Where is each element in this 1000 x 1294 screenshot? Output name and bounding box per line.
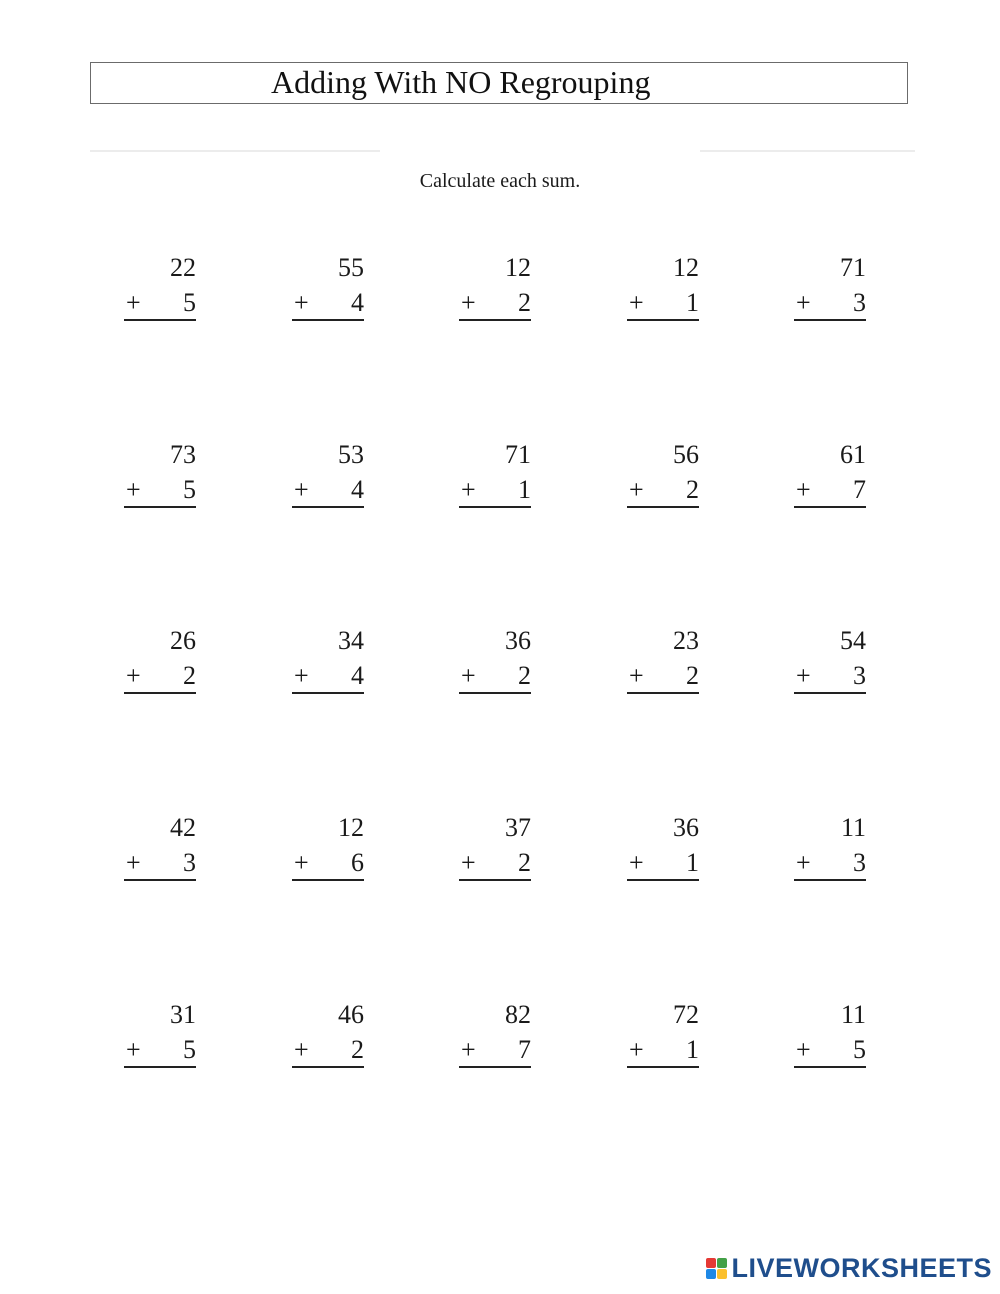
plus-sign: +	[796, 1035, 811, 1064]
plus-sign: +	[629, 661, 644, 690]
plus-sign: +	[126, 475, 141, 504]
answer-line	[459, 847, 531, 881]
answer-line	[124, 287, 196, 321]
answer-line	[292, 1034, 364, 1068]
logo-square-icon	[717, 1269, 727, 1279]
addend-number: 2	[686, 661, 699, 690]
addition-problem	[794, 440, 866, 510]
worksheet-title: Adding With NO Regrouping	[271, 64, 651, 100]
addition-problem	[292, 253, 364, 323]
plus-sign: +	[796, 475, 811, 504]
faded-name-line	[90, 150, 380, 152]
plus-sign: +	[294, 288, 309, 317]
addend-number: 5	[183, 288, 196, 317]
top-number: 72	[673, 1000, 699, 1029]
addend-number: 4	[351, 661, 364, 690]
logo-square-icon	[706, 1258, 716, 1268]
addition-problem	[124, 440, 196, 510]
logo-square-icon	[706, 1269, 716, 1279]
answer-line	[459, 1034, 531, 1068]
addend-number: 6	[351, 848, 364, 877]
answer-line	[124, 660, 196, 694]
faded-date-line	[700, 150, 915, 152]
addition-problem	[627, 813, 699, 883]
plus-sign: +	[294, 1035, 309, 1064]
addend-number: 2	[686, 475, 699, 504]
addend-number: 3	[853, 848, 866, 877]
plus-sign: +	[294, 848, 309, 877]
addition-problem	[627, 626, 699, 696]
top-number: 12	[673, 253, 699, 282]
addition-problem	[794, 813, 866, 883]
answer-line	[794, 287, 866, 321]
addend-number: 2	[518, 288, 531, 317]
answer-line	[292, 474, 364, 508]
addition-problem	[627, 1000, 699, 1070]
addend-number: 2	[183, 661, 196, 690]
answer-line	[124, 1034, 196, 1068]
plus-sign: +	[796, 848, 811, 877]
addend-number: 2	[518, 848, 531, 877]
top-number: 56	[673, 440, 699, 469]
top-number: 31	[170, 1000, 196, 1029]
addend-number: 2	[518, 661, 531, 690]
top-number: 12	[338, 813, 364, 842]
answer-line	[794, 474, 866, 508]
top-number: 11	[840, 813, 866, 842]
plus-sign: +	[796, 661, 811, 690]
top-number: 73	[170, 440, 196, 469]
addition-problem	[124, 813, 196, 883]
answer-line	[627, 474, 699, 508]
addition-problem	[794, 1000, 866, 1070]
addend-number: 4	[351, 475, 364, 504]
addend-number: 1	[686, 848, 699, 877]
addition-problem	[459, 253, 531, 323]
top-number: 12	[505, 253, 531, 282]
answer-line	[459, 660, 531, 694]
top-number: 61	[840, 440, 866, 469]
addend-number: 2	[351, 1035, 364, 1064]
plus-sign: +	[126, 288, 141, 317]
top-number: 22	[170, 253, 196, 282]
addition-problem	[794, 253, 866, 323]
top-number: 71	[505, 440, 531, 469]
answer-line	[292, 660, 364, 694]
addition-problem	[124, 1000, 196, 1070]
plus-sign: +	[461, 1035, 476, 1064]
top-number: 34	[338, 626, 364, 655]
logo-text: LIVEWORKSHEETS	[731, 1253, 992, 1283]
addend-number: 5	[183, 475, 196, 504]
addition-problem	[794, 626, 866, 696]
addition-problem	[459, 626, 531, 696]
top-number: 46	[338, 1000, 364, 1029]
answer-line	[794, 660, 866, 694]
addend-number: 5	[183, 1035, 196, 1064]
top-number: 42	[170, 813, 196, 842]
addition-problem	[627, 440, 699, 510]
top-number: 37	[505, 813, 531, 842]
answer-line	[627, 660, 699, 694]
plus-sign: +	[796, 288, 811, 317]
answer-line	[794, 847, 866, 881]
top-number: 82	[505, 1000, 531, 1029]
answer-line	[627, 287, 699, 321]
addition-problem	[459, 440, 531, 510]
addition-problem	[292, 1000, 364, 1070]
addend-number: 5	[853, 1035, 866, 1064]
answer-line	[124, 847, 196, 881]
plus-sign: +	[126, 1035, 141, 1064]
plus-sign: +	[461, 848, 476, 877]
top-number: 36	[673, 813, 699, 842]
top-number: 36	[505, 626, 531, 655]
addend-number: 7	[518, 1035, 531, 1064]
answer-line	[459, 287, 531, 321]
top-number: 23	[673, 626, 699, 655]
top-number: 11	[840, 1000, 866, 1029]
top-number: 54	[840, 626, 866, 655]
plus-sign: +	[461, 661, 476, 690]
logo-mark-icon	[706, 1258, 727, 1279]
plus-sign: +	[629, 475, 644, 504]
addition-problem	[124, 626, 196, 696]
answer-line	[627, 847, 699, 881]
plus-sign: +	[629, 1035, 644, 1064]
worksheet-title-box	[90, 62, 908, 104]
top-number: 53	[338, 440, 364, 469]
plus-sign: +	[126, 661, 141, 690]
answer-line	[292, 847, 364, 881]
addition-problem	[627, 253, 699, 323]
answer-line	[627, 1034, 699, 1068]
answer-line	[292, 287, 364, 321]
top-number: 55	[338, 253, 364, 282]
answer-line	[124, 474, 196, 508]
plus-sign: +	[461, 288, 476, 317]
plus-sign: +	[294, 661, 309, 690]
instructions: Calculate each sum.	[419, 170, 581, 192]
addend-number: 1	[686, 288, 699, 317]
plus-sign: +	[126, 848, 141, 877]
liveworksheets-logo	[706, 1253, 992, 1284]
logo-square-icon	[717, 1258, 727, 1268]
plus-sign: +	[629, 848, 644, 877]
answer-line	[794, 1034, 866, 1068]
addend-number: 1	[686, 1035, 699, 1064]
addend-number: 3	[853, 661, 866, 690]
addition-problem	[459, 813, 531, 883]
answer-line	[459, 474, 531, 508]
addend-number: 3	[183, 848, 196, 877]
addend-number: 1	[518, 475, 531, 504]
addition-problem	[292, 813, 364, 883]
addend-number: 7	[853, 475, 866, 504]
plus-sign: +	[461, 475, 476, 504]
addition-problem	[292, 626, 364, 696]
addition-problem	[459, 1000, 531, 1070]
plus-sign: +	[629, 288, 644, 317]
addition-problem	[292, 440, 364, 510]
top-number: 26	[170, 626, 196, 655]
addition-problem	[124, 253, 196, 323]
addend-number: 3	[853, 288, 866, 317]
addend-number: 4	[351, 288, 364, 317]
plus-sign: +	[294, 475, 309, 504]
top-number: 71	[840, 253, 866, 282]
